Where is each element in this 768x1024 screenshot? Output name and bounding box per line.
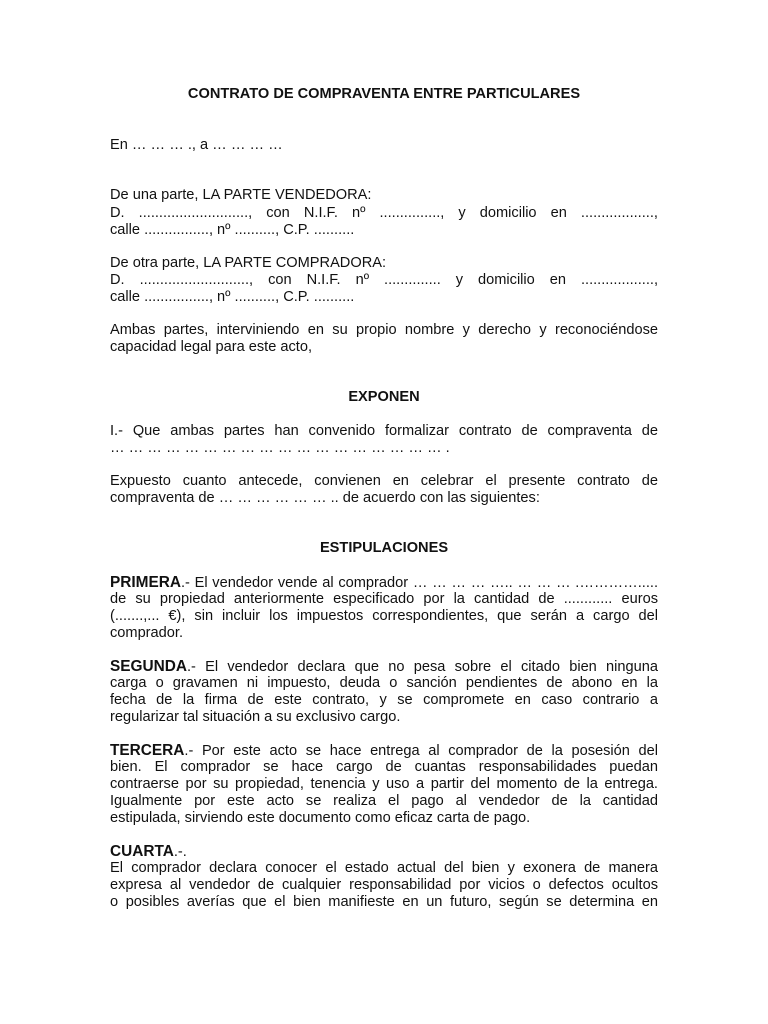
cuarta-line-1: El comprador declara conocer el estado actual del bien y exonera de manera [110, 860, 658, 876]
tercera-line-3: contraerse por su propiedad, tenencia y uso a partir del momento de la entrega. [110, 776, 658, 792]
segunda-line-1 [110, 658, 658, 676]
tercera-text: .- Por este acto se hace entrega al comprador de la posesión del [184, 743, 658, 759]
exponen-item2-line-2: compraventa de … … … … … … .. de acuerdo con las siguientes: [110, 490, 540, 506]
buyer-tok: .............. [384, 272, 441, 288]
seller-line-2: calle ................, nº .........., C.P. .......... [110, 222, 355, 238]
cuarta-heading-line [110, 843, 658, 861]
seller-line-1 [110, 205, 658, 222]
capacity-line-2: capacidad legal para este acto, [110, 339, 313, 355]
buyer-tok: y [455, 272, 464, 288]
buyer-tok: N.I.F. [306, 272, 341, 288]
buyer-tok: ..........................., [139, 272, 254, 288]
exponen-item1-line-2: … … … … … … … … … … … … … … … … … … . [110, 440, 450, 456]
segunda-line-2: carga o gravamen ni impuesto, deuda o sanción pendientes de abono en la [110, 675, 658, 691]
exponen-item2-line-1: Expuesto cuanto antecede, convienen en celebrar el presente contrato de [110, 473, 658, 489]
seller-tok: en [550, 205, 567, 221]
exponen-item1-line-1: I.- Que ambas partes han convenido formalizar contrato de compraventa de [110, 423, 658, 439]
cuarta-suffix: .-. [173, 844, 187, 860]
document-title: CONTRATO DE COMPRAVENTA ENTRE PARTICULARES [187, 86, 581, 102]
capacity-line-1: Ambas partes, interviniendo en su propio nombre y derecho y reconociéndose [110, 322, 658, 338]
tercera-label: TERCERA [110, 742, 185, 759]
cuarta-line-3: o posibles averías que el bien manifieste en un futuro, según se determina en [110, 894, 658, 910]
seller-tok: y [458, 205, 466, 221]
buyer-tok: D. [110, 272, 125, 288]
place-date-line: En … … … ., a … … … … [110, 137, 283, 153]
seller-tok: .................., [580, 205, 658, 221]
primera-line-1 [110, 574, 658, 592]
buyer-tok: .................., [580, 272, 659, 288]
buyer-line-1 [110, 272, 658, 289]
buyer-tok: con [268, 272, 292, 288]
seller-intro: De una parte, LA PARTE VENDEDORA: [110, 187, 372, 203]
buyer-tok: nº [355, 272, 370, 288]
segunda-line-3: fecha de la firma de este contrato, y se compromete en caso contrario a [110, 692, 658, 708]
buyer-intro: De otra parte, LA PARTE COMPRADORA: [110, 255, 387, 271]
exponen-heading: EXPONEN [348, 389, 420, 405]
cuarta-line-2: expresa al vendedor de cualquier responsabilidad por vicios o defectos ocultos [110, 877, 658, 893]
seller-tok: con [266, 205, 290, 221]
tercera-line-5: estipulada, sirviendo este documento como eficaz carta de pago. [110, 810, 531, 826]
tercera-line-4: Igualmente por este acto se realiza el pago al vendedor de la cantidad [110, 793, 658, 809]
seller-tok: nº [351, 205, 366, 221]
buyer-tok: domicilio [478, 272, 535, 288]
seller-tok: N.I.F. [303, 205, 338, 221]
primera-line-2: de su propiedad anteriormente especificado por la cantidad de ............ euros [110, 591, 658, 607]
seller-tok: ..............., [379, 205, 445, 221]
cuarta-label: CUARTA [110, 843, 174, 860]
primera-label: PRIMERA [110, 574, 181, 591]
estipulaciones-heading: ESTIPULACIONES [319, 540, 449, 556]
segunda-text: .- El vendedor declara que no pesa sobre el citado bien ninguna [186, 659, 658, 675]
buyer-line-2: calle ................, nº .........., C.P. .......... [110, 289, 355, 305]
segunda-label: SEGUNDA [110, 658, 187, 675]
seller-tok: ..........................., [138, 205, 253, 221]
segunda-line-4: regularizar tal situación a su exclusivo cargo. [110, 709, 401, 725]
primera-text: .- El vendedor vende al comprador … … … … ….. … … … .…………..... [180, 575, 658, 591]
primera-line-3: (.......,... €), sin incluir los impuestos correspondientes, que serán a cargo del [110, 608, 658, 624]
seller-tok: domicilio [479, 205, 537, 221]
tercera-line-2: bien. El comprador se hace cargo de cuantas responsabilidades puedan [110, 759, 658, 775]
buyer-tok: en [549, 272, 566, 288]
seller-tok: D. [110, 205, 125, 221]
tercera-line-1 [110, 742, 658, 760]
primera-line-4: comprador. [110, 625, 184, 641]
